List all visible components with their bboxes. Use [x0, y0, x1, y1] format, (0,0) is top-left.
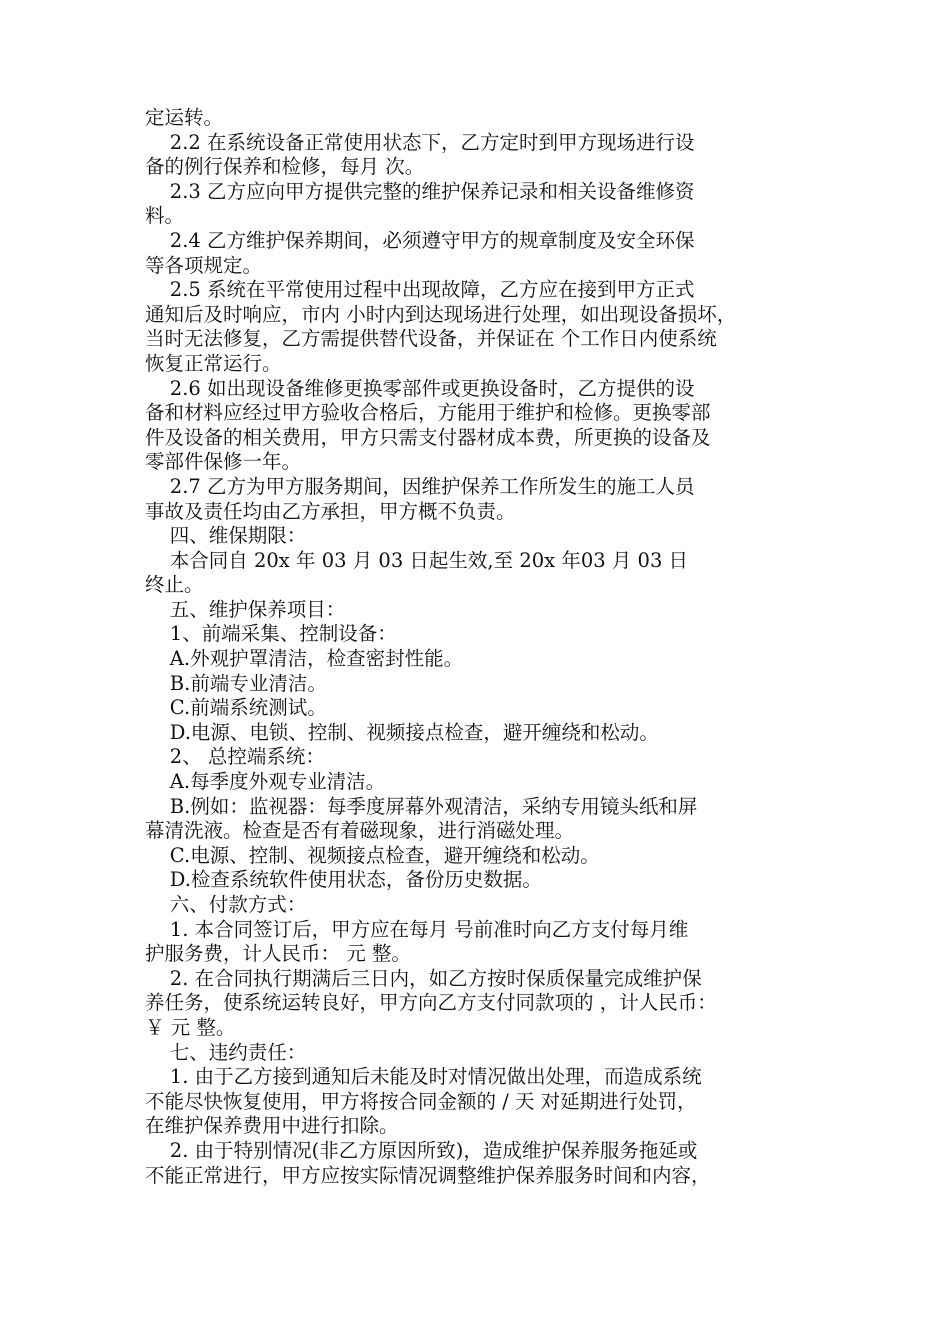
text-line: 备的例行保养和检修，每月 次。 [145, 155, 425, 179]
text-line: 幕清洗液。检查是否有着磁现象，进行消磁处理。 [145, 819, 575, 843]
text-line: D.电源、电锁、控制、视频接点检查，避开缠绕和松动。 [145, 720, 659, 744]
text-line: 2.4 乙方维护保养期间，必须遵守甲方的规章制度及安全环保 [145, 228, 695, 252]
text-line: ￥ 元 整。 [145, 1015, 236, 1039]
text-line: 1. 由于乙方接到通知后未能及时对情况做出处理，而造成系统 [145, 1065, 702, 1089]
text-line: A.外观护罩清洁，检查密封性能。 [145, 647, 464, 671]
text-line: 终止。 [145, 573, 204, 597]
text-line: 护服务费，计人民币： 元 整。 [145, 942, 411, 966]
text-line: 2、 总控端系统： [145, 745, 325, 769]
text-line: 2.2 在系统设备正常使用状态下，乙方定时到甲方现场进行设 [145, 130, 695, 154]
text-line: 五、维护保养项目： [145, 597, 346, 621]
text-line: 在维护保养费用中进行扣除。 [145, 1114, 399, 1138]
text-line: C.前端系统测试。 [145, 696, 327, 720]
text-line: A.每季度外观专业清洁。 [145, 770, 386, 794]
text-line: 养任务，使系统运转良好，甲方向乙方支付同款项的 ，计人民币： [145, 991, 717, 1015]
text-line: 等各项规定。 [145, 253, 263, 277]
text-line: 六、付款方式： [145, 893, 307, 916]
text-line: 事故及责任均由乙方承担，甲方概不负责。 [145, 499, 516, 523]
text-line: 当时无法修复，乙方需提供替代设备，并保证在 个工作日内使系统 [145, 327, 717, 351]
text-line: 1. 本合同签订后，甲方应在每月 号前准时向乙方支付每月维 [145, 917, 689, 941]
document-page [145, 106, 810, 1188]
text-line: B.例如：监视器：每季度屏幕外观清洁，采纳专用镜头纸和屏 [145, 794, 698, 818]
text-line: 不能尽快恢复使用，甲方将按合同金额的 / 天 对延期进行处罚， [145, 1089, 697, 1113]
text-line: 不能正常进行，甲方应按实际情况调整维护保养服务时间和内容， [145, 1163, 711, 1187]
text-line: 七、违约责任： [145, 1040, 307, 1064]
text-line: D.检查系统软件使用状态，备份历史数据。 [145, 868, 542, 892]
text-line: 本合同自 20x 年 03 月 03 日起生效,至 20x 年03 月 03 日 [145, 548, 689, 572]
text-line: 定运转。 [145, 106, 224, 129]
text-line: 2. 由于特别情况(非乙方原因所致)，造成维护保养服务拖延或 [145, 1138, 698, 1162]
text-line: 2.3 乙方应向甲方提供完整的维护保养记录和相关设备维修资 [145, 179, 695, 203]
text-line: 料。 [145, 204, 185, 228]
text-line: 2.5 系统在平常使用过程中出现故障，乙方应在接到甲方正式 [145, 278, 695, 302]
text-line: 2.6 如出现设备维修更换零部件或更换设备时，乙方提供的设 [145, 376, 695, 400]
text-line: 备和材料应经过甲方验收合格后，方能用于维护和检修。更换零部 [145, 401, 711, 425]
text-line: 2. 在合同执行期满后三日内，如乙方按时保质保量完成维护保 [145, 966, 702, 990]
text-line: B.前端专业清洁。 [145, 671, 327, 695]
text-line: 2.7 乙方为甲方服务期间，因维护保养工作所发生的施工人员 [145, 474, 695, 498]
text-line: 四、维保期限： [145, 524, 307, 548]
text-line: 件及设备的相关费用，甲方只需支付器材成本费，所更换的设备及 [145, 425, 711, 449]
text-line: 零部件保修一年。 [145, 450, 302, 474]
text-line: 通知后及时响应，市内 小时内到达现场进行处理，如出现设备损坏， [145, 302, 737, 326]
text-line: 1、前端采集、控制设备： [145, 622, 397, 646]
text-line: 恢复正常运行。 [145, 351, 282, 375]
text-line: C.电源、控制、视频接点检查，避开缠绕和松动。 [145, 843, 600, 867]
